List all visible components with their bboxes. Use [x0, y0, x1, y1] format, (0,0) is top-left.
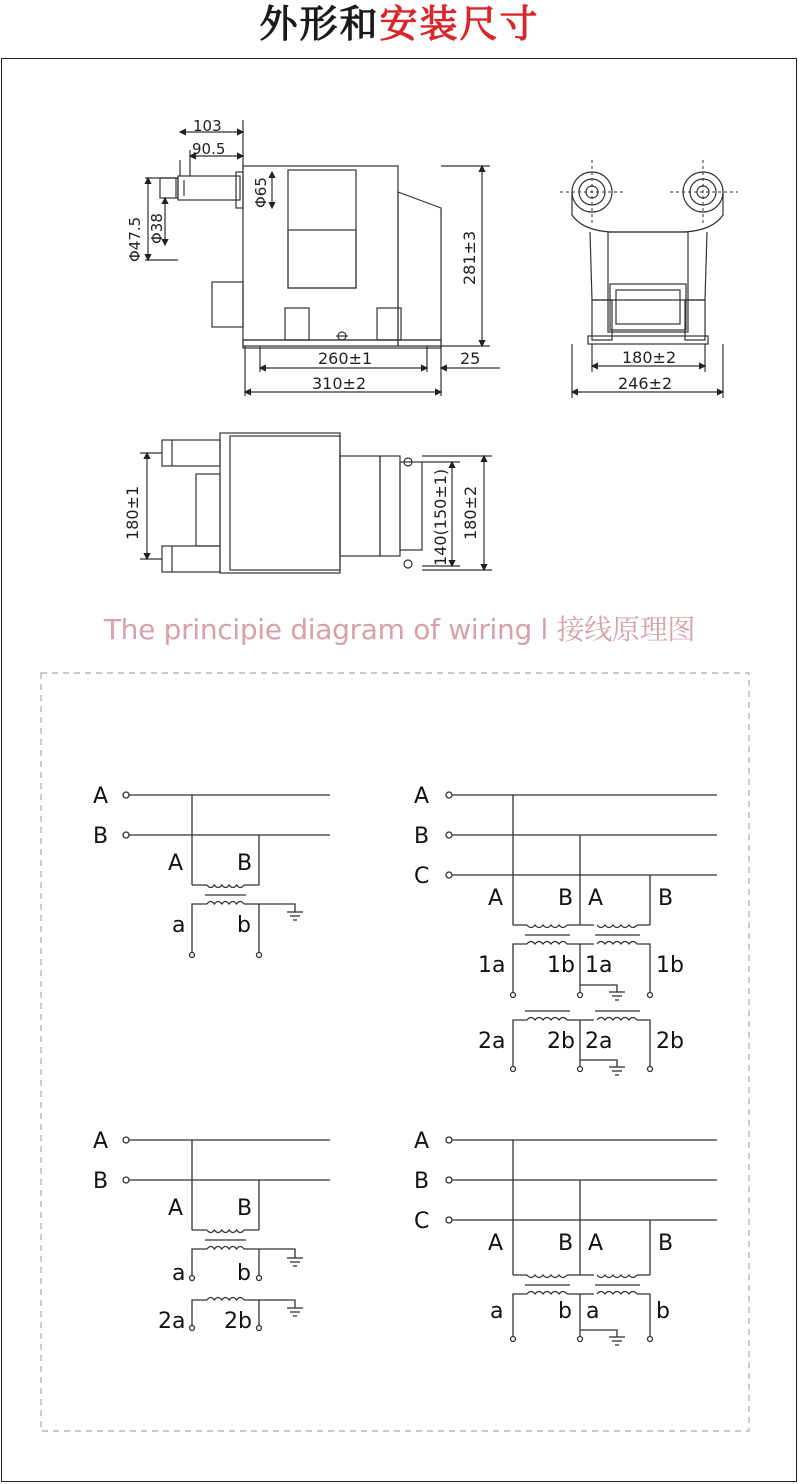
- wiring-diagram-1: [123, 792, 330, 958]
- d4-sec-b: b: [558, 1299, 572, 1324]
- d1-line-B: B: [93, 824, 109, 849]
- d4-prim-B2: B: [658, 1231, 674, 1256]
- side-view-centerlines: [560, 160, 738, 226]
- dim-180-side: 180±2: [622, 348, 677, 367]
- d2-sec-2b: 2b: [547, 1029, 575, 1054]
- d2-line-C: C: [414, 864, 430, 889]
- d2-sec-2a-2: 2a: [585, 1029, 613, 1054]
- dim-25: 25: [460, 349, 481, 368]
- d2-sec-1a-2: 1a: [585, 953, 613, 978]
- title-part-black: 外形和: [259, 2, 380, 46]
- d2-line-A: A: [414, 784, 430, 809]
- d1-prim-A: A: [168, 851, 184, 876]
- d4-sec-b-2: b: [656, 1299, 670, 1324]
- d4-line-A: A: [414, 1129, 430, 1154]
- d3-prim-B: B: [237, 1196, 253, 1221]
- dim-260: 260±1: [318, 349, 373, 368]
- d2-prim-A2: A: [588, 886, 604, 911]
- d4-sec-a: a: [490, 1299, 504, 1324]
- d4-prim-B1: B: [558, 1231, 574, 1256]
- d3-prim-A: A: [168, 1196, 184, 1221]
- d2-sec-1b: 1b: [547, 953, 575, 978]
- d4-line-B: B: [414, 1169, 430, 1194]
- dim-90-5: 90.5: [192, 140, 226, 158]
- d3-sec-a: a: [172, 1261, 186, 1286]
- wiring-diagram-3: [123, 1137, 330, 1331]
- dim-phi65: Φ65: [252, 177, 270, 208]
- d2-prim-A1: A: [488, 886, 504, 911]
- d2-sec-2a: 2a: [478, 1029, 506, 1054]
- d2-sec-1a: 1a: [478, 953, 506, 978]
- d2-sec-1b-2: 1b: [656, 953, 684, 978]
- dim-phi47-5: Φ47.5: [126, 216, 144, 262]
- title-part-red: 安装尺寸: [379, 2, 540, 46]
- dim-phi38: Φ38: [148, 213, 166, 244]
- d4-line-C: C: [414, 1209, 430, 1234]
- dim-310: 310±2: [312, 374, 367, 393]
- d2-prim-B2: B: [658, 886, 674, 911]
- d3-sec-2b: 2b: [224, 1309, 252, 1334]
- d1-sec-b: b: [237, 913, 251, 938]
- d2-prim-B1: B: [558, 886, 574, 911]
- d2-sec-2b-2: 2b: [656, 1029, 684, 1054]
- d3-line-A: A: [93, 1129, 109, 1154]
- d2-line-B: B: [414, 824, 430, 849]
- dim-180-top-b: 180±2: [461, 485, 480, 540]
- dim-246: 246±2: [618, 374, 673, 393]
- d1-sec-a: a: [172, 913, 186, 938]
- dim-281: 281±3: [460, 230, 479, 285]
- wiring-diagram-4: [446, 1137, 717, 1345]
- dim-103: 103: [193, 117, 222, 135]
- d4-prim-A1: A: [488, 1231, 504, 1256]
- d3-line-B: B: [93, 1169, 109, 1194]
- wiring-section-heading: The principie diagram of wiring l 接线原理图: [103, 613, 696, 646]
- wiring-dashed-frame: [41, 673, 749, 1431]
- d3-sec-b: b: [237, 1261, 251, 1286]
- d4-prim-A2: A: [588, 1231, 604, 1256]
- d3-sec-2a: 2a: [158, 1309, 186, 1334]
- d1-prim-B: B: [237, 851, 253, 876]
- dim-180-top: 180±1: [123, 485, 142, 540]
- dim-140-150: 140(150±1): [431, 468, 450, 566]
- d4-sec-a-2: a: [586, 1299, 600, 1324]
- d1-line-A: A: [93, 784, 109, 809]
